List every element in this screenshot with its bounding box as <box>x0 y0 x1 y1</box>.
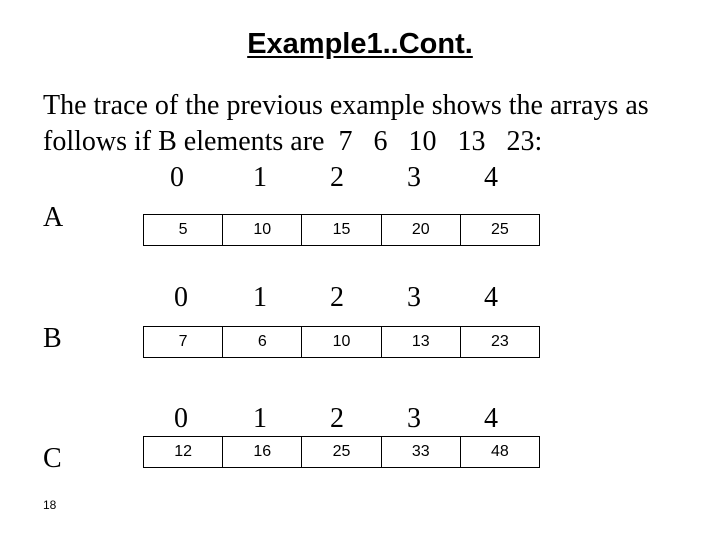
array-label-c: C <box>43 443 62 474</box>
index-label-b-0: 0 <box>174 282 188 313</box>
array-b-cell-2: 10 <box>302 327 381 357</box>
description-text <box>43 88 703 160</box>
array-c-cell-0: 12 <box>144 437 223 467</box>
description-line-2: follows if B elements are 7 6 10 13 23: <box>43 126 543 157</box>
array-a-cell-1: 10 <box>223 215 302 245</box>
slide-number: 18 <box>43 498 57 512</box>
array-label-a: A <box>43 202 64 233</box>
index-label-a-2: 2 <box>330 162 344 193</box>
slide-title: Example1..Cont. <box>247 28 473 60</box>
index-label-a-4: 4 <box>484 162 498 193</box>
index-label-b-4: 4 <box>484 282 498 313</box>
array-a <box>143 214 540 246</box>
array-a-cell-2: 15 <box>302 215 381 245</box>
array-c-cell-3: 33 <box>382 437 461 467</box>
array-b-cell-3: 13 <box>382 327 461 357</box>
array-b <box>143 326 540 358</box>
index-label-b-2: 2 <box>330 282 344 313</box>
index-label-a-1: 1 <box>253 162 267 193</box>
array-b-cell-4: 23 <box>491 333 509 350</box>
array-label-b: B <box>43 323 62 354</box>
array-a-cell-3: 20 <box>382 215 461 245</box>
index-label-c-0: 0 <box>174 403 188 434</box>
array-b-cell-1: 6 <box>223 327 302 357</box>
array-c-cell-1: 16 <box>223 437 302 467</box>
index-label-c-3: 3 <box>407 403 421 434</box>
array-a-cell-4: 25 <box>491 221 509 238</box>
description-line-1: The trace of the previous example shows the arrays as <box>43 90 649 121</box>
array-c-cell-2: 25 <box>302 437 381 467</box>
array-c-cell-4: 48 <box>491 443 509 460</box>
index-label-b-3: 3 <box>407 282 421 313</box>
index-label-a-0: 0 <box>170 162 184 193</box>
index-label-b-1: 1 <box>253 282 267 313</box>
index-label-a-3: 3 <box>407 162 421 193</box>
index-label-c-4: 4 <box>484 403 498 434</box>
index-label-c-2: 2 <box>330 403 344 434</box>
index-label-c-1: 1 <box>253 403 267 434</box>
array-b-cell-0: 7 <box>144 327 223 357</box>
array-a-cell-0: 5 <box>144 215 223 245</box>
array-c <box>143 436 540 468</box>
